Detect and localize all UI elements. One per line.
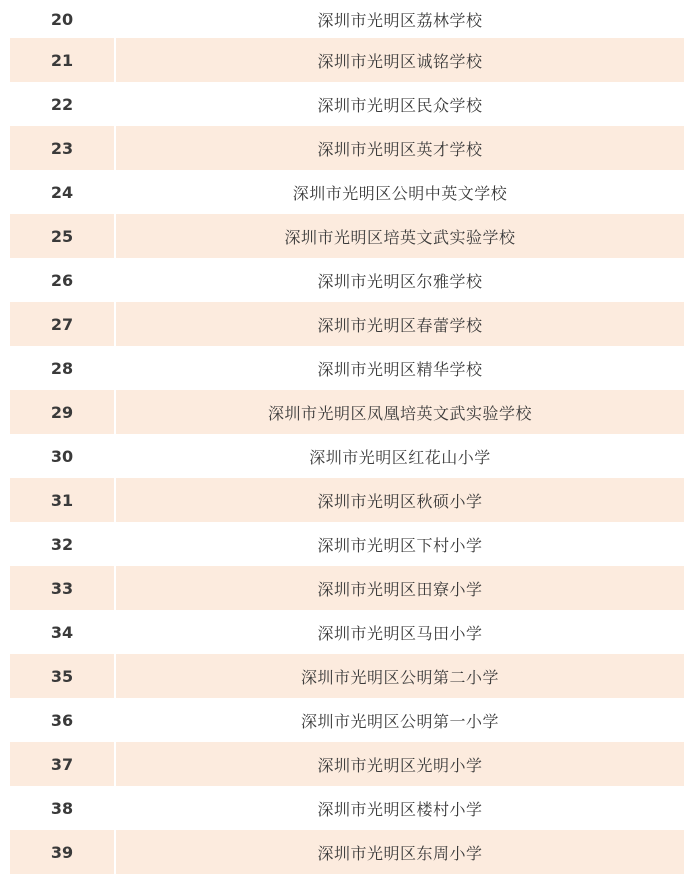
row-number: 27 [50,314,74,334]
row-number: 35 [50,666,74,686]
school-name: 深圳市光明区诚铭学校 [317,51,483,71]
row-number: 24 [50,182,74,202]
school-name: 深圳市光明区秋硕小学 [317,491,483,511]
row-number: 37 [50,754,74,774]
row-number: 38 [50,798,74,818]
table-row [10,82,684,126]
school-name: 深圳市光明区马田小学 [317,623,483,643]
table-row [10,302,684,346]
school-name: 深圳市光明区红花山小学 [309,447,491,467]
table-row [10,698,684,742]
table-row [10,346,684,390]
row-number: 26 [50,270,74,290]
row-number: 21 [50,50,74,70]
row-number: 23 [50,138,74,158]
table-row [10,478,684,522]
school-name: 深圳市光明区公明第一小学 [300,711,499,731]
table-row [10,214,684,258]
school-name: 深圳市光明区凤凰培英文武实验学校 [267,403,532,423]
table-row [10,258,684,302]
table-row [10,654,684,698]
table-row [10,390,684,434]
row-number: 22 [50,94,74,114]
row-number: 30 [50,446,74,466]
row-number: 31 [50,490,74,510]
school-name: 深圳市光明区荔林学校 [317,10,483,30]
row-number: 29 [50,402,74,422]
table-row [10,38,684,82]
row-number: 25 [50,226,74,246]
row-number: 36 [50,710,74,730]
table-row [10,0,684,38]
school-name: 深圳市光明区公明中英文学校 [292,183,508,203]
row-number: 32 [50,534,74,554]
school-name: 深圳市光明区光明小学 [317,755,483,775]
school-name: 深圳市光明区东周小学 [317,843,483,863]
school-name: 深圳市光明区春蕾学校 [317,315,483,335]
table-row [10,434,684,478]
school-name: 深圳市光明区英才学校 [317,139,483,159]
school-name: 深圳市光明区精华学校 [317,359,483,379]
school-name: 深圳市光明区民众学校 [317,95,483,115]
table-row [10,742,684,786]
table-row [10,830,684,874]
row-number: 28 [50,358,74,378]
table-row [10,566,684,610]
school-name: 深圳市光明区公明第二小学 [300,667,499,687]
school-name: 深圳市光明区尔雅学校 [317,271,483,291]
row-number: 20 [50,9,74,29]
school-name: 深圳市光明区田寮小学 [317,579,483,599]
school-name: 深圳市光明区培英文武实验学校 [284,227,516,247]
table-row [10,170,684,214]
table-row [10,610,684,654]
row-number: 34 [50,622,74,642]
row-number: 39 [50,842,74,862]
row-number: 33 [50,578,74,598]
table-row [10,126,684,170]
school-name: 深圳市光明区下村小学 [317,535,483,555]
school-table [10,0,684,874]
table-row [10,786,684,830]
table-row [10,522,684,566]
school-name: 深圳市光明区楼村小学 [317,799,483,819]
